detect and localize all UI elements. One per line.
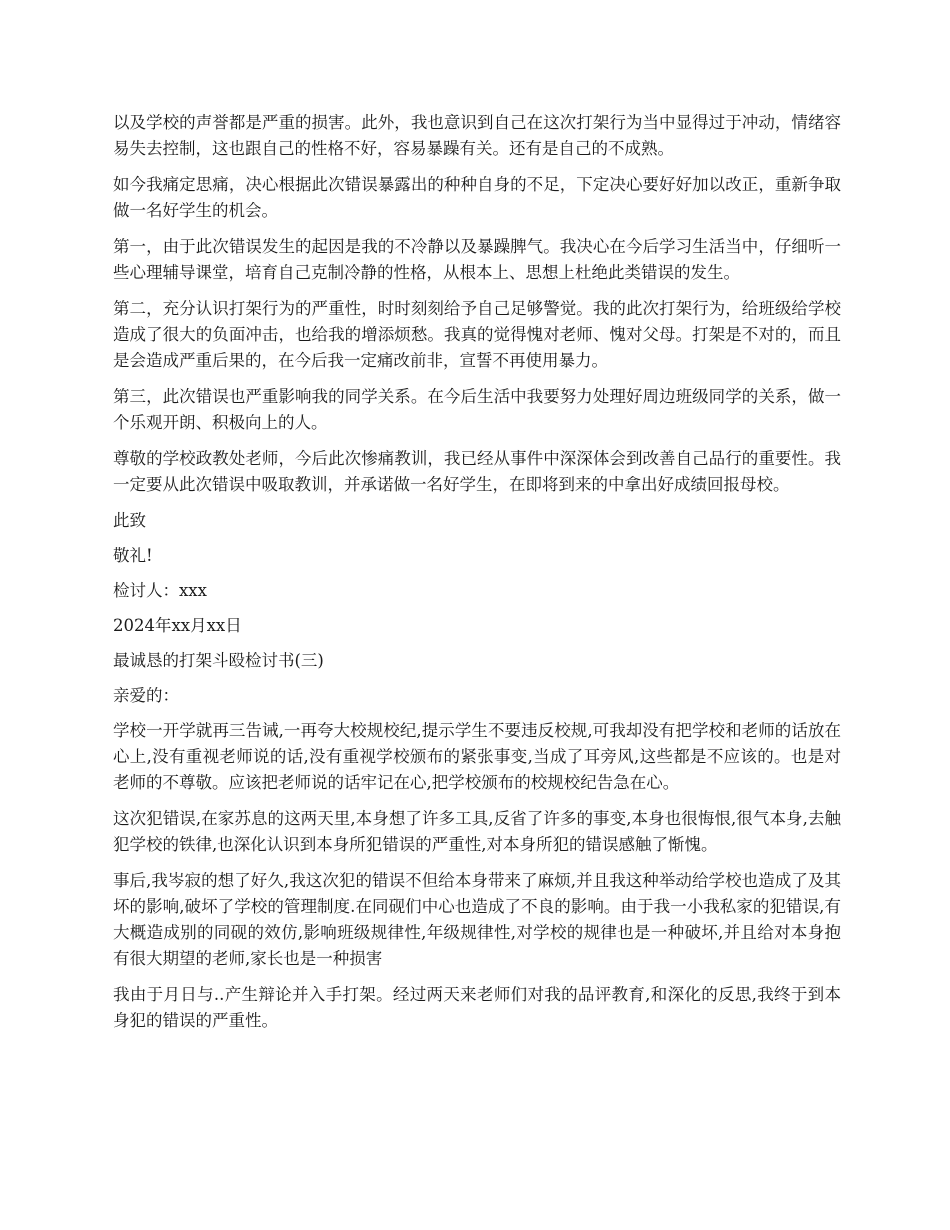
paragraph-closing-teacher: 尊敬的学校政教处老师，今后此次惨痛教训，我已经从事件中深深体会到改善自己品行的重要性。我一定要从此次错误中吸取教训，并承诺做一名好学生，在即将到来的中拿出好成绩回报母校。 (113, 449, 841, 494)
paragraph-resolve-correct: 如今我痛定思痛，决心根据此次错误暴露出的种种自身的不足，下定决心要好好加以改正，重新争取做一名好学生的机会。 (113, 175, 841, 220)
greeting: 亲爱的： (113, 686, 179, 705)
paragraph-first-point: 第一，由于此次错误发生的起因是我的不冷静以及暴躁脾气。我决心在今后学习生活当中，仔细听一些心理辅导课堂，培育自己克制冷静的性格，从根本上、思想上杜绝此类错误的发生。 (113, 237, 841, 282)
salutation-closing: 此致 (113, 511, 146, 530)
paragraph-incident: 我由于月日与..产生辩论并入手打架。经过两天来老师们对我的品评教育,和深化的反思,我终于到本身犯的错误的严重性。 (113, 985, 841, 1030)
section-title: 最诚恳的打架斗殴检讨书(三) (113, 651, 324, 670)
paragraph-third-point: 第三，此次错误也严重影响我的同学关系。在今后生活中我要努力处理好周边班级同学的关系，做一个乐观开朗、积极向上的人。 (113, 387, 841, 432)
signature-date: 2024年xx月xx日 (113, 616, 242, 635)
document-page (113, 110, 841, 1044)
signature-author: 检讨人：xxx (113, 581, 207, 600)
paragraph-reflection-home: 这次犯错误,在家苏息的这两天里,本身想了许多工具,反省了许多的事变,本身也很悔恨,很气本身,去触犯学校的铁律,也深化认识到本身所犯错误的严重性,对本身所犯的错误感触了惭愧。 (113, 809, 841, 854)
paragraph-second-point: 第二，充分认识打架行为的严重性，时时刻刻给予自己足够警觉。我的此次打架行为，给班级给学校造成了很大的负面冲击，也给我的增添烦愁。我真的觉得愧对老师、愧对父母。打架是不对的，而且是会造成严重后果的，在今后我一定痛改前非，宣誓不再使用暴力。 (113, 299, 841, 370)
salutation-regards: 敬礼! (113, 546, 153, 565)
paragraph-school-rules: 学校一开学就再三告诫,一再夸大校规校纪,提示学生不要违反校规,可我却没有把学校和老师的话放在心上,没有重视老师说的话,没有重视学校颁布的紧张事变,当成了耳旁风,这些都是不应该的。也是对老师的不尊敬。应该把老师说的话牢记在心,把学校颁布的校规校纪告急在心。 (113, 721, 841, 792)
paragraph-consequences: 事后,我岑寂的想了好久,我这次犯的错误不但给本身带来了麻烦,并且我这种举动给学校也造成了及其坏的影响,破坏了学校的管理制度.在同砚们中心也造成了不良的影响。由于我一小我私家的犯错误,有大概造成别的同砚的效仿,影响班级规律性,年级规律性,对学校的规律也是一种破坏,并且给对本身抱有很大期望的老师,家长也是一种损害 (113, 871, 841, 968)
paragraph-damage-reputation: 以及学校的声誉都是严重的损害。此外，我也意识到自己在这次打架行为当中显得过于冲动，情绪容易失去控制，这也跟自己的性格不好，容易暴躁有关。还有是自己的不成熟。 (113, 113, 841, 158)
